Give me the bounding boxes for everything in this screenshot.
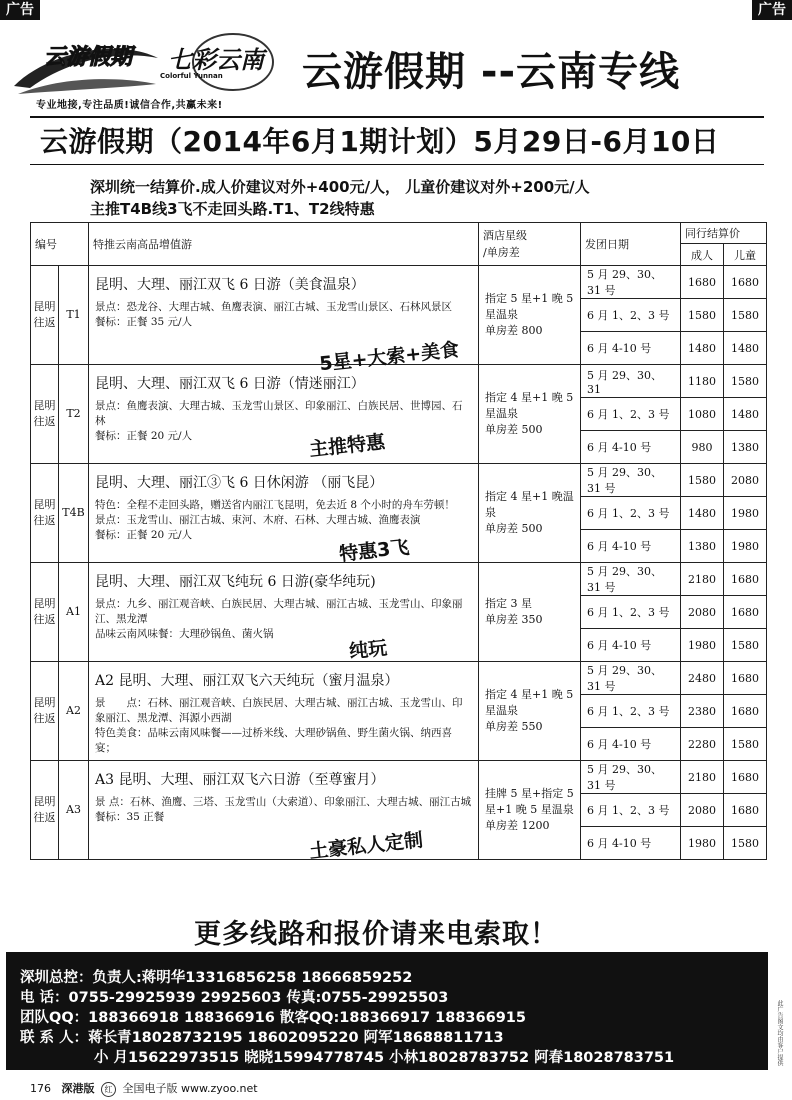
- route-hotel: 指定 4 星+1 晚温泉 单房差 500: [479, 464, 581, 563]
- route-detail: 景 点：石林、渔鹰、三塔、玉龙雪山（大索道）、印象丽江、大理古城、丽江古城: [95, 796, 472, 808]
- adult-price: 1380: [681, 530, 724, 563]
- route-name: A3 昆明、大理、丽江双飞六日游（至尊蜜月）: [95, 772, 385, 788]
- adult-price: 2180: [681, 761, 724, 794]
- table-row: [31, 563, 767, 596]
- route-detail: 特色美食：品味云南风味餐——过桥米线、大理砂锅鱼、野生菌火锅、纳西喜宴；: [95, 727, 452, 754]
- child-price: 1680: [724, 794, 767, 827]
- table-row: [31, 761, 767, 794]
- child-price: 1480: [724, 332, 767, 365]
- route-detail: 景点：九乡、丽江观音峡、白族民居、大理古城、丽江古城、玉龙雪山、印象丽江、黑龙潭: [95, 598, 463, 625]
- route-name: 昆明、大理、丽江双飞 6 日游（情迷丽江）: [95, 376, 365, 392]
- adult-price: 1980: [681, 827, 724, 860]
- adult-price: 1980: [681, 629, 724, 662]
- more-routes-banner: 更多线路和报价请来电索取！: [194, 919, 558, 950]
- route-origin: 昆明 往返: [31, 266, 59, 365]
- child-price: 1680: [724, 662, 767, 695]
- depart-date: 5 月 29、30、31 号: [581, 464, 681, 497]
- route-name: 昆明、大理、丽江双飞纯玩 6 日游(豪华纯玩): [95, 574, 376, 590]
- route-detail: 景点：恐龙谷、大理古城、鱼鹰表演、丽江古城、玉龙雪山景区、石林风景区: [95, 301, 452, 313]
- depart-date: 6 月 4-10 号: [581, 332, 681, 365]
- route-name: A2 昆明、大理、丽江双飞六天纯玩（蜜月温泉）: [95, 673, 399, 689]
- child-price: 1680: [724, 761, 767, 794]
- depart-date: 6 月 4-10 号: [581, 728, 681, 761]
- child-price: 1580: [724, 827, 767, 860]
- route-name: 昆明、大理、丽江③飞 6 日休闲游 （丽飞昆）: [95, 475, 384, 491]
- logo-text-main: 云游假期: [44, 45, 133, 70]
- badge-icon: 红: [101, 1082, 116, 1097]
- route-code: T1: [59, 266, 89, 365]
- plan-title: 云游假期（2014年6月1期计划）5月29日-6月10日: [40, 125, 720, 158]
- child-price: 1580: [724, 365, 767, 398]
- depart-date: 6 月 1、2、3 号: [581, 794, 681, 827]
- route-origin: 昆明 往返: [31, 563, 59, 662]
- depart-date: 5 月 29、30、31 号: [581, 761, 681, 794]
- depart-date: 6 月 4-10 号: [581, 431, 681, 464]
- route-code: T4B: [59, 464, 89, 563]
- header-route: 特推云南高品增值游: [89, 223, 479, 266]
- adult-price: 2480: [681, 662, 724, 695]
- child-price: 1980: [724, 497, 767, 530]
- child-price: 1580: [724, 299, 767, 332]
- route-detail: 景 点：石林、丽江观音峡、白族民居、大理古城、丽江古城、玉龙雪山、印象丽江、黑龙潭、洱源小西湖: [95, 697, 463, 724]
- logo-text-en: Colorful Yunnan: [160, 72, 223, 80]
- route-code: A1: [59, 563, 89, 662]
- logo-text-colorful: 七彩云南: [168, 46, 264, 74]
- contact-panel: [6, 952, 768, 1070]
- contact-line: 小 月15622973515 晓晓15994778745 小林18028783752 阿春18028783751: [94, 1050, 675, 1066]
- route-stamp: 主推特惠: [308, 431, 387, 461]
- price-note: 深圳统一结算价.成人价建议对外+400元/人， 儿童价建议对外+200元/人: [90, 178, 590, 196]
- page-footer: [30, 1080, 258, 1097]
- edition-label: 深港版: [61, 1082, 95, 1095]
- route-hotel: 指定 4 星+1 晚 5 星温泉 单房差 500: [479, 365, 581, 464]
- table-row: [31, 365, 767, 398]
- route-code: A3: [59, 761, 89, 860]
- child-price: 1680: [724, 266, 767, 299]
- site-link[interactable]: 全国电子版 www.zyoo.net: [122, 1082, 258, 1095]
- child-price: 1380: [724, 431, 767, 464]
- route-detail: 景点：玉龙雪山、丽江古城、束河、木府、石林、大理古城、渔鹰表演: [95, 514, 421, 526]
- table-row: [31, 266, 767, 299]
- adult-price: 980: [681, 431, 724, 464]
- child-price: 1680: [724, 596, 767, 629]
- route-code: A2: [59, 662, 89, 761]
- route-detail: 餐标：正餐 20 元/人: [95, 529, 193, 541]
- depart-date: 6 月 1、2、3 号: [581, 398, 681, 431]
- adult-price: 2080: [681, 794, 724, 827]
- child-price: 1580: [724, 629, 767, 662]
- adult-price: 2280: [681, 728, 724, 761]
- route-hotel: 指定 3 星 单房差 350: [479, 563, 581, 662]
- route-stamp: 纯玩: [348, 637, 389, 663]
- route-origin: 昆明 往返: [31, 464, 59, 563]
- table-row: [31, 464, 767, 497]
- adult-price: 2080: [681, 596, 724, 629]
- header-hotel: 酒店星级 /单房差: [479, 223, 581, 266]
- route-detail: 品味云南风味餐：大理砂锅鱼、菌火锅: [95, 628, 274, 640]
- depart-date: 6 月 4-10 号: [581, 827, 681, 860]
- route-origin: 昆明 往返: [31, 365, 59, 464]
- header-code: 编号: [31, 223, 89, 266]
- child-price: 1480: [724, 398, 767, 431]
- divider: [30, 116, 764, 118]
- table-row: [31, 662, 767, 695]
- header-child: 儿童: [724, 244, 767, 266]
- depart-date: 6 月 4-10 号: [581, 629, 681, 662]
- child-price: 1680: [724, 695, 767, 728]
- child-price: 2080: [724, 464, 767, 497]
- contact-line: 团队QQ：188366918 188366916 散客QQ:188366917 188366915: [20, 1010, 526, 1026]
- route-hotel: 指定 5 星+1 晚 5 星温泉 单房差 800: [479, 266, 581, 365]
- route-detail: 景点：鱼鹰表演、大理古城、玉龙雪山景区、印象丽江、白族民居、世博园、石林: [95, 400, 463, 427]
- adult-price: 1580: [681, 464, 724, 497]
- brand-title: 云游假期 --云南专线: [302, 49, 681, 95]
- route-hotel: 指定 4 星+1 晚 5 星温泉 单房差 550: [479, 662, 581, 761]
- route-stamp: 土豪私人定制: [308, 829, 425, 863]
- child-price: 1680: [724, 563, 767, 596]
- contact-line: 联 系 人：蒋长青18028732195 18602095220 阿军18688811713: [20, 1030, 504, 1046]
- depart-date: 5 月 29、30、31 号: [581, 266, 681, 299]
- header-adult: 成人: [681, 244, 724, 266]
- depart-date: 6 月 1、2、3 号: [581, 596, 681, 629]
- adult-price: 2180: [681, 563, 724, 596]
- routes-table: [30, 222, 767, 863]
- adult-price: 1180: [681, 365, 724, 398]
- route-detail: 餐标：正餐 20 元/人: [95, 430, 193, 442]
- side-note: 此广告图文均由客户提供: [776, 1000, 783, 1066]
- route-stamp: 特惠3飞: [338, 536, 411, 566]
- adult-price: 1580: [681, 299, 724, 332]
- adult-price: 2380: [681, 695, 724, 728]
- divider: [30, 164, 764, 165]
- brand-slogan: 专业地接,专注品质!诚信合作,共赢未来!: [36, 100, 223, 111]
- depart-date: 6 月 1、2、3 号: [581, 299, 681, 332]
- route-hotel: 挂牌 5 星+指定 5 星+1 晚 5 星温泉 单房差 1200: [479, 761, 581, 860]
- adult-price: 1480: [681, 497, 724, 530]
- route-code: T2: [59, 365, 89, 464]
- depart-date: 5 月 29、30、31 号: [581, 563, 681, 596]
- child-price: 1980: [724, 530, 767, 563]
- adult-price: 1480: [681, 332, 724, 365]
- route-detail: 特色：全程不走回头路，赠送省内丽江飞昆明，免去近 8 个小时的舟车劳顿！: [95, 499, 455, 511]
- depart-date: 5 月 29、30、31: [581, 365, 681, 398]
- adult-price: 1680: [681, 266, 724, 299]
- route-stamp: 5星+大索+美食: [318, 338, 460, 376]
- depart-date: 6 月 1、2、3 号: [581, 497, 681, 530]
- route-detail: 餐标：35 正餐: [95, 811, 165, 823]
- depart-date: 6 月 1、2、3 号: [581, 695, 681, 728]
- contact-line: 电 话：0755-29925939 29925603 传真:0755-29925503: [20, 990, 449, 1006]
- adult-price: 1080: [681, 398, 724, 431]
- ad-label-right: 广告: [752, 0, 792, 20]
- contact-line: 深圳总控：负责人:蒋明华13316856258 18666859252: [20, 970, 413, 986]
- header-price-group: 同行结算价: [681, 223, 767, 244]
- route-origin: 昆明 往返: [31, 761, 59, 860]
- feature-note: 主推T4B线3飞不走回头路.T1、T2线特惠: [90, 200, 375, 218]
- route-origin: 昆明 往返: [31, 662, 59, 761]
- route-name: 昆明、大理、丽江双飞 6 日游（美食温泉）: [95, 277, 365, 293]
- route-detail: 餐标：正餐 35 元/人: [95, 316, 193, 328]
- depart-date: 6 月 4-10 号: [581, 530, 681, 563]
- header-date: 发团日期: [581, 223, 681, 266]
- page-number: 176: [30, 1082, 51, 1095]
- depart-date: 5 月 29、30、31 号: [581, 662, 681, 695]
- child-price: 1580: [724, 728, 767, 761]
- ad-label-left: 广告: [0, 0, 40, 20]
